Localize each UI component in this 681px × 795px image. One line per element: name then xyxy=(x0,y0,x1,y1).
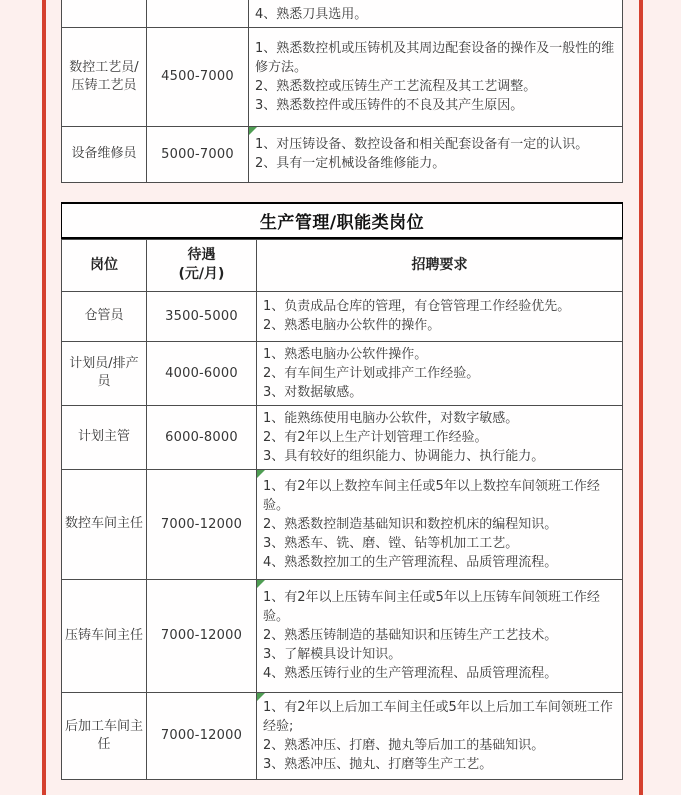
position-cell: 计划主管 xyxy=(62,405,147,469)
left-accent-line xyxy=(42,0,46,795)
table-row xyxy=(62,692,623,779)
requirement-line: 1、有2年以上压铸车间主任或5年以上压铸车间领班工作经验。 xyxy=(263,590,600,624)
salary-cell: 4500-7000 xyxy=(147,27,249,126)
position-cell: 压铸车间主任 xyxy=(62,579,147,692)
table-row xyxy=(62,405,623,469)
salary-cell xyxy=(147,0,249,27)
requirement-line: 2、有2年以上生产计划管理工作经验。 xyxy=(263,429,488,445)
requirement-line: 3、熟悉数控件或压铸件的不良及其产生原因。 xyxy=(255,97,524,113)
requirements-cell xyxy=(257,405,623,469)
header-requirements: 招聘要求 xyxy=(257,239,623,291)
technical-jobs-table xyxy=(61,0,623,183)
position-cell xyxy=(62,0,147,27)
requirement-line: 1、有2年以上数控车间主任或5年以上数控车间领班工作经验。 xyxy=(263,478,600,513)
requirement-line: 2、熟悉压铸制造的基础知识和压铸生产工艺技术。 xyxy=(263,628,558,643)
right-accent-line xyxy=(639,0,643,795)
requirement-line: 1、熟悉数控机或压铸机及其周边配套设备的操作及一般性的维修方法。 xyxy=(255,40,615,75)
requirement-line: 2、熟悉数控或压铸生产工艺流程及其工艺调整。 xyxy=(255,78,537,94)
requirement-line: 4、熟悉刀具选用。 xyxy=(255,6,368,22)
header-salary-line2: (元/月) xyxy=(178,266,225,282)
table-row xyxy=(62,126,623,182)
requirement-line: 1、能熟练使用电脑办公软件，对数字敏感。 xyxy=(263,410,519,426)
position-cell: 仓管员 xyxy=(62,291,147,341)
salary-cell: 4000-6000 xyxy=(147,341,257,405)
position-cell: 数控工艺员/压铸工艺员 xyxy=(62,27,147,126)
header-position: 岗位 xyxy=(62,239,147,291)
article-content xyxy=(61,0,623,780)
requirement-line: 4、熟悉压铸行业的生产管理流程、品质管理流程。 xyxy=(263,666,558,681)
requirement-line: 3、熟悉车、铣、磨、镗、钻等机加工工艺。 xyxy=(263,535,519,551)
section-title-band xyxy=(61,202,623,239)
requirement-line: 4、熟悉数控加工的生产管理流程、品质管理流程。 xyxy=(263,554,558,570)
table-row xyxy=(62,469,623,579)
requirement-line: 1、对压铸设备、数控设备和相关配套设备有一定的认识。 xyxy=(255,137,589,152)
requirement-line: 2、熟悉电脑办公软件的操作。 xyxy=(263,318,441,333)
requirement-line: 1、有2年以上后加工车间主任或5年以上后加工车间领班工作经验; xyxy=(263,699,613,734)
position-cell: 设备维修员 xyxy=(62,126,147,182)
salary-cell: 5000-7000 xyxy=(147,126,249,182)
requirement-line: 3、对数据敏感。 xyxy=(263,384,363,400)
section-title: 生产管理/职能类岗位 xyxy=(259,212,425,233)
salary-cell: 7000-12000 xyxy=(147,469,257,579)
requirements-cell xyxy=(249,27,623,126)
table-row xyxy=(62,0,623,27)
requirements-cell xyxy=(257,469,623,579)
header-salary xyxy=(147,239,257,291)
salary-cell: 7000-12000 xyxy=(147,692,257,779)
table-row xyxy=(62,291,623,341)
requirement-line: 2、熟悉数控制造基础知识和数控机床的编程知识。 xyxy=(263,516,558,532)
table-row xyxy=(62,579,623,692)
requirement-line: 1、熟悉电脑办公软件操作。 xyxy=(263,346,428,362)
requirements-cell xyxy=(257,692,623,779)
header-salary-line1: 待遇 xyxy=(187,247,216,263)
salary-cell: 6000-8000 xyxy=(147,405,257,469)
position-cell: 后加工车间主任 xyxy=(62,692,147,779)
salary-cell: 3500-5000 xyxy=(147,291,257,341)
position-cell: 计划员/排产员 xyxy=(62,341,147,405)
management-jobs-table xyxy=(61,239,623,780)
table-row xyxy=(62,27,623,126)
requirement-line: 3、具有较好的组织能力、协调能力、执行能力。 xyxy=(263,448,545,464)
requirement-line: 2、具有一定机械设备维修能力。 xyxy=(255,156,446,171)
requirement-line: 3、了解模具设计知识。 xyxy=(263,647,402,662)
requirement-line: 1、负责成品仓库的管理，有仓管管理工作经验优先。 xyxy=(263,299,571,314)
requirement-line: 3、熟悉冲压、抛丸、打磨等生产工艺。 xyxy=(263,756,493,772)
position-cell: 数控车间主任 xyxy=(62,469,147,579)
requirements-cell xyxy=(249,0,623,27)
requirements-cell xyxy=(257,291,623,341)
requirements-cell xyxy=(249,126,623,182)
requirements-cell xyxy=(257,579,623,692)
requirements-cell xyxy=(257,341,623,405)
requirement-line: 2、熟悉冲压、打磨、抛丸等后加工的基础知识。 xyxy=(263,737,545,753)
table-row xyxy=(62,341,623,405)
table-header-row xyxy=(62,239,623,291)
salary-cell: 7000-12000 xyxy=(147,579,257,692)
requirement-line: 2、有车间生产计划或排产工作经验。 xyxy=(263,365,480,381)
